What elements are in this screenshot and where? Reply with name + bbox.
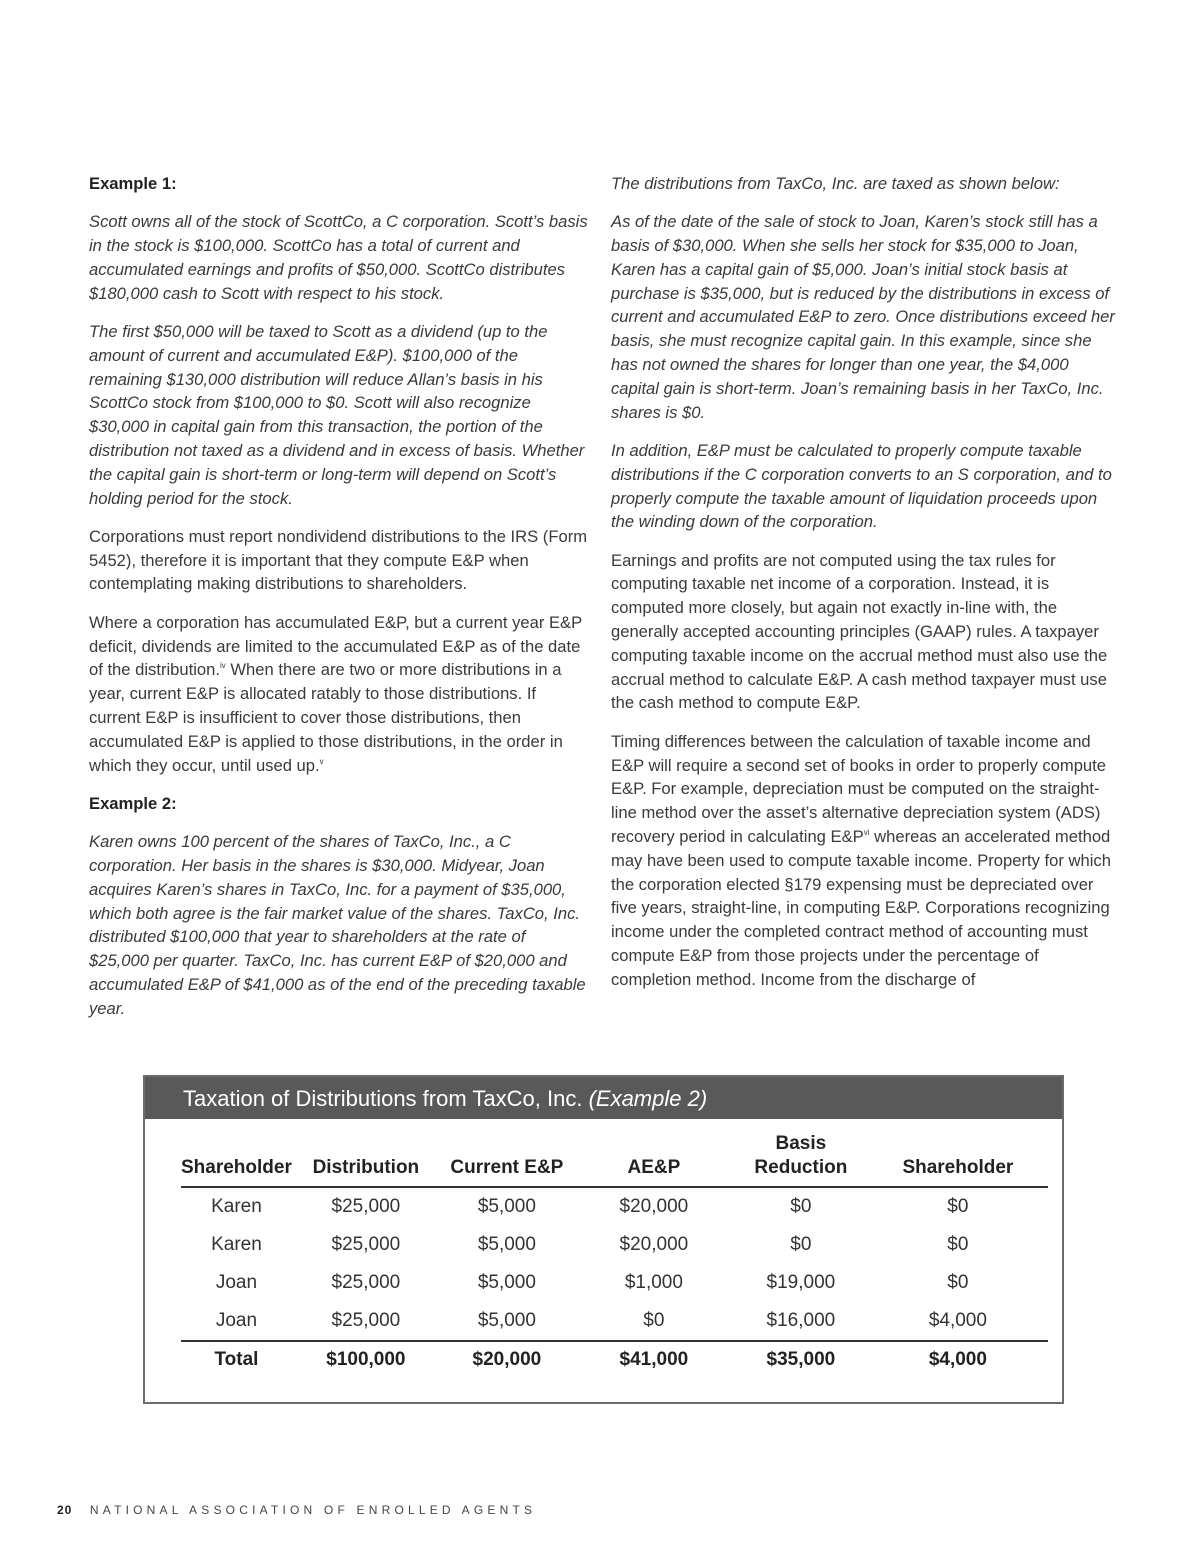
deficit-paragraph [89, 611, 589, 778]
endnote-v[interactable]: v [319, 756, 324, 766]
cell: $4,000 [928, 1310, 987, 1331]
example2-paragraph: Karen owns 100 percent of the shares of TaxCo, Inc., a C corporation. Her basis in the shares is $30,000. Midyear, Joan acquires Karen’s shares in TaxCo, Inc. for a payment of $35,000, which both agree is the fair market value of the shares. TaxCo, Inc. distributed $100,000 that year to shareholders at the rate of $25,000 per quarter. TaxCo, Inc. has current E&P of $20,000 and accumulated E&P of $41,000 as of the end of the preceding taxable year. [89, 832, 586, 1018]
table-row [181, 1302, 1048, 1341]
cell: $20,000 [619, 1234, 689, 1255]
cell: $0 [947, 1272, 969, 1293]
timing-differences-paragraph [611, 730, 1116, 992]
cell: $25,000 [331, 1272, 401, 1293]
cell: $25,000 [331, 1234, 401, 1255]
header-shareholder-gain: Shareholder [868, 1132, 1048, 1187]
cell: $25,000 [331, 1196, 401, 1217]
deficit-text-b: When there are two or more distributions in a year, current E&P is allocated ratably to those distributions. If current E&P is insufficient to cover those distributions, then accumulated E&P is applied to those distributions, in the order in which they occur, until used up. [89, 660, 563, 775]
cell: $19,000 [766, 1272, 836, 1293]
example2-title: Example 2: [89, 793, 177, 813]
header-shareholder: Shareholder [181, 1132, 292, 1187]
cell: $5,000 [477, 1272, 536, 1293]
total-cell: $4,000 [868, 1341, 1048, 1378]
header-current-ep: Current E&P [440, 1132, 574, 1187]
cell: $25,000 [331, 1310, 401, 1331]
example1-title: Example 1: [89, 174, 177, 193]
ep-computation-paragraph: Earnings and profits are not computed using the tax rules for computing taxable net income of a corporation. Instead, it is computed more closely, but again not exactly in-line with, the generally accepted accounting principles (GAAP) rules. A taxpayer computing taxable income on the accrual method must also use the accrual method to calculate E&P. A cash method taxpayer must use the cash method to compute E&P. [611, 550, 1108, 713]
page-footer [57, 1503, 536, 1517]
page-number: 20 [57, 1503, 73, 1517]
table-title-bar [145, 1077, 1062, 1119]
distribution-table-box [143, 1075, 1064, 1404]
footer-org-name: NATIONAL ASSOCIATION OF ENROLLED AGENTS [89, 1503, 537, 1517]
cell: $16,000 [766, 1310, 836, 1331]
cell: $0 [790, 1196, 812, 1217]
table-title-example: (Example 2) [588, 1086, 708, 1111]
right-column [611, 172, 1116, 1006]
table-header-row [181, 1132, 1048, 1187]
total-cell: $35,000 [734, 1341, 868, 1378]
total-cell: $100,000 [292, 1341, 440, 1378]
endnote-vi[interactable]: vi [863, 827, 870, 837]
cell: $5,000 [477, 1234, 536, 1255]
cell: Karen [211, 1196, 262, 1217]
header-basis-reduction: Basis Reduction [734, 1132, 868, 1187]
header-distribution: Distribution [292, 1132, 440, 1187]
table-row [181, 1264, 1048, 1302]
report-paragraph: Corporations must report nondividend distributions to the IRS (Form 5452), therefore it is important that they compute E&P when contemplating making distributions to shareholders. [89, 526, 588, 594]
left-column [89, 172, 589, 1035]
total-cell: $20,000 [440, 1341, 574, 1378]
cell: Karen [211, 1234, 262, 1255]
header-aep: AE&P [574, 1132, 734, 1187]
distribution-table [181, 1132, 1048, 1378]
example1-paragraph-1: Scott owns all of the stock of ScottCo, a C corporation. Scott’s basis in the stock is $100,000. ScottCo has a total of current and accumulated earnings and profits of $50,000. ScottCo distributes $180,000 cash to Scott with respect to his stock. [89, 212, 588, 303]
distributions-intro: The distributions from TaxCo, Inc. are taxed as shown below: [611, 174, 1060, 193]
total-cell: Total [181, 1341, 292, 1378]
table-title: Taxation of Distributions from TaxCo, Inc. [183, 1086, 583, 1111]
cell: Joan [215, 1272, 258, 1293]
endnote-iv[interactable]: iv [219, 661, 226, 671]
timing-text-a: Timing differences between the calculation of taxable income and E&P will require a second set of books in order to properly compute E&P. For example, depreciation must be computed on the straight-line method over the asset’s alternative depreciation system (ADS) recovery period in calculating E&P [611, 731, 1107, 846]
cell: $1,000 [624, 1272, 683, 1293]
table-row [181, 1226, 1048, 1264]
cell: $5,000 [477, 1196, 536, 1217]
cell: $0 [643, 1310, 665, 1331]
karen-joan-paragraph: As of the date of the sale of stock to Joan, Karen’s stock still has a basis of $30,000. When she sells her stock for $35,000 to Joan, Karen has a capital gain of $5,000. Joan’s initial stock basis at purchase is $35,000, but is reduced by the distributions in excess of current and accumulated E&P to zero. Once distributions exceed her basis, she must recognize capital gain. In this example, since she has not owned the shares for longer than one year, the $4,000 capital gain is short-term. Joan’s remaining basis in her TaxCo, Inc. shares is $0. [611, 212, 1115, 422]
total-cell: $41,000 [574, 1341, 734, 1378]
cell: Joan [215, 1310, 258, 1331]
example1-paragraph-2: The first $50,000 will be taxed to Scott as a dividend (up to the amount of current and accumulated E&P). $100,000 of the remaining $130,000 distribution will reduce Allan’s basis in his ScottCo stock from $100,000 to $0. Scott will also recognize $30,000 in capital gain from this transaction, the portion of the distribution not taxed as a dividend and in excess of basis. Whether the capital gain is short-term or long-term will depend on Scott’s holding period for the stock. [89, 321, 585, 508]
timing-text-b: whereas an accelerated method may have been used to compute taxable income. Property for which the corporation elected §179 expensing must be depreciated over five years, straight-line, in computing E&P. Corporations recognizing income under the completed contract method of accounting must compute E&P from those projects under the percentage of completion method. Income from the discharge of [611, 826, 1111, 989]
cell: $0 [947, 1234, 969, 1255]
table-row [181, 1187, 1048, 1226]
deficit-text-a: Where a corporation has accumulated E&P, but a current year E&P deficit, dividends are limited to the accumulated E&P as of the date of the distribution. [89, 612, 582, 680]
table-total-row [181, 1341, 1048, 1378]
ep-conversion-paragraph: In addition, E&P must be calculated to properly compute taxable distributions if the C corporation converts to an S corporation, and to properly compute the taxable amount of liquidation proceeds upon the winding down of the corporation. [611, 440, 1112, 532]
cell: $5,000 [477, 1310, 536, 1331]
cell: $0 [790, 1234, 812, 1255]
cell: $0 [947, 1196, 969, 1217]
cell: $20,000 [619, 1196, 689, 1217]
